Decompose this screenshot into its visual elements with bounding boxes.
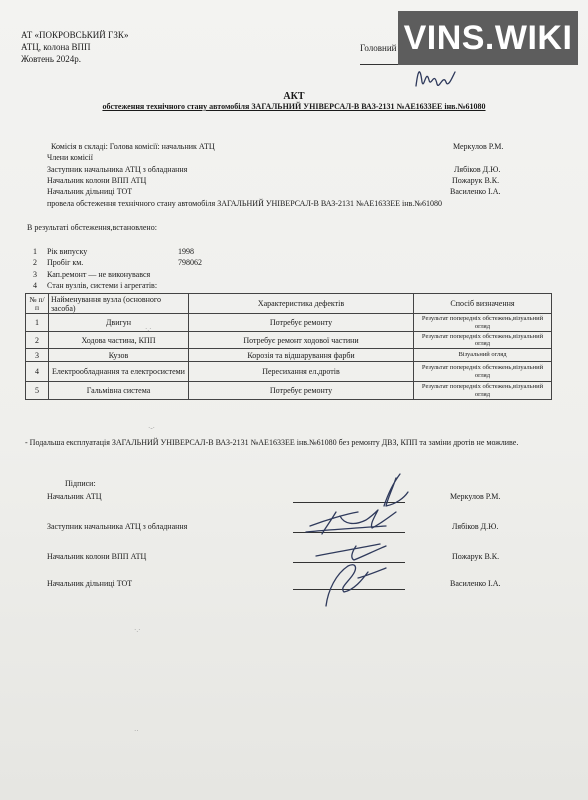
table-row	[26, 332, 552, 349]
result-value: 798062	[178, 258, 202, 267]
org-division: АТЦ, колона ВПП	[21, 42, 91, 52]
header-method: Спосіб визначення	[414, 294, 552, 314]
row-number: 5	[26, 382, 49, 400]
row-method: Результат попередніх обстежень,візуальний огляд	[414, 382, 552, 400]
document-title: АКТ	[283, 91, 305, 102]
signature-role: Начальник АТЦ	[47, 492, 102, 501]
row-characteristic: Потребує ремонт ходової частини	[189, 332, 414, 349]
approve-signature-line	[360, 64, 400, 65]
table-header-row	[26, 294, 552, 314]
signature-role: Заступник начальника АТЦ з обладнання	[47, 522, 188, 531]
row-unit-name: Гальмівна система	[49, 382, 189, 400]
commission-chair-name: Меркулов Р.М.	[453, 142, 504, 151]
conclusion-text: - Подальша експлуатація ЗАГАЛЬНИЙ УНІВЕРСАЛ-В ВАЗ-2131 №АЕ1633ЕЕ інв.№61080 без ремонту ДВЗ, КПП та заміни дротів не можливе.	[25, 438, 519, 447]
row-unit-name: Кузов	[49, 349, 189, 362]
row-number: 2	[26, 332, 49, 349]
member-role: Начальник колони ВПП АТЦ	[47, 176, 147, 185]
result-label: Пробіг км.	[47, 258, 84, 267]
result-number: 4	[33, 281, 37, 290]
result-label: Стан вузлів, системи і агрегатів:	[47, 281, 158, 290]
scan-artifact: ·-·	[148, 424, 155, 432]
scan-artifact: ··	[134, 727, 139, 735]
result-number: 3	[33, 270, 37, 279]
row-characteristic: Потребує ремонту	[189, 382, 414, 400]
row-unit-name: Електрообладнання та електросистеми	[49, 362, 189, 382]
row-characteristic: Потребує ремонту	[189, 314, 414, 332]
header-unit-name: Найменування вузла (основного засоба)	[49, 294, 189, 314]
org-name: АТ «ПОКРОВСЬКИЙ ГЗК»	[21, 30, 129, 40]
member-role: Заступник начальника АТЦ з обладнання	[47, 165, 188, 174]
document-subtitle: обстеження технічного стану автомобіля ЗАГАЛЬНИЙ УНІВЕРСАЛ-В ВАЗ-2131 №АЕ1633ЕЕ інв.№61080	[102, 102, 486, 111]
signature-name: Меркулов Р.М.	[450, 492, 501, 501]
row-unit-name: Двигун	[49, 314, 189, 332]
row-number: 4	[26, 362, 49, 382]
row-unit-name: Ходова частина, КПП	[49, 332, 189, 349]
table-row	[26, 314, 552, 332]
member-name: Пожарук В.К.	[452, 176, 500, 185]
row-characteristic: Корозія та відшарування фарби	[189, 349, 414, 362]
commission-intro: Комісія в складі: Голова комісії: начальник АТЦ	[51, 142, 215, 151]
row-number: 1	[26, 314, 49, 332]
handwritten-signatures	[296, 468, 426, 608]
signatures-label: Підписи:	[65, 479, 96, 488]
signature-role: Начальник колони ВПП АТЦ	[47, 552, 147, 561]
member-name: Лябіков Д.Ю.	[454, 165, 501, 174]
commission-members-label: Члени комісії	[47, 153, 93, 162]
result-number: 1	[33, 247, 37, 256]
result-number: 2	[33, 258, 37, 267]
member-role: Начальник дільниці ТОТ	[47, 187, 133, 196]
approval-signature	[410, 60, 460, 94]
results-intro: В результаті обстеження,встановлено:	[27, 223, 157, 232]
signature-role: Начальник дільниці ТОТ	[47, 579, 133, 588]
row-characteristic: Пересихання ел.дротів	[189, 362, 414, 382]
header-characteristic: Характеристика дефектів	[189, 294, 414, 314]
row-number: 3	[26, 349, 49, 362]
result-label: Рік випуску	[47, 247, 88, 256]
document-date: Жовтень 2024р.	[21, 54, 81, 64]
scan-artifact: ·.·	[134, 626, 141, 634]
result-value: 1998	[178, 247, 194, 256]
row-method: Результат попередніх обстежень,візуальний огляд	[414, 314, 552, 332]
row-method: Результат попередніх обстежень,візуальний огляд	[414, 332, 552, 349]
table-row	[26, 382, 552, 400]
signature-name: Лябіков Д.Ю.	[452, 522, 499, 531]
scan-artifact: ·.·	[145, 325, 152, 333]
row-method: Візуальний огляд	[414, 349, 552, 362]
defects-table	[25, 293, 552, 400]
table-row	[26, 362, 552, 382]
member-name: Василенко І.А.	[450, 187, 501, 196]
header-number: № п/п	[26, 294, 49, 314]
commission-conducted: провела обстеження технічного стану автомобіля ЗАГАЛЬНИЙ УНІВЕРСАЛ-В ВАЗ-2131 №АЕ1633ЕЕ інв.№61080	[47, 199, 442, 208]
signature-name: Пожарук В.К.	[452, 552, 500, 561]
signature-name: Василенко І.А.	[450, 579, 501, 588]
watermark-logo: VINS.WIKI	[398, 11, 578, 65]
row-method: Результат попередніх обстежень,візуальний огляд	[414, 362, 552, 382]
result-label: Кап.ремонт — не виконувався	[47, 270, 151, 279]
table-row	[26, 349, 552, 362]
approve-label: Головний	[360, 43, 397, 53]
